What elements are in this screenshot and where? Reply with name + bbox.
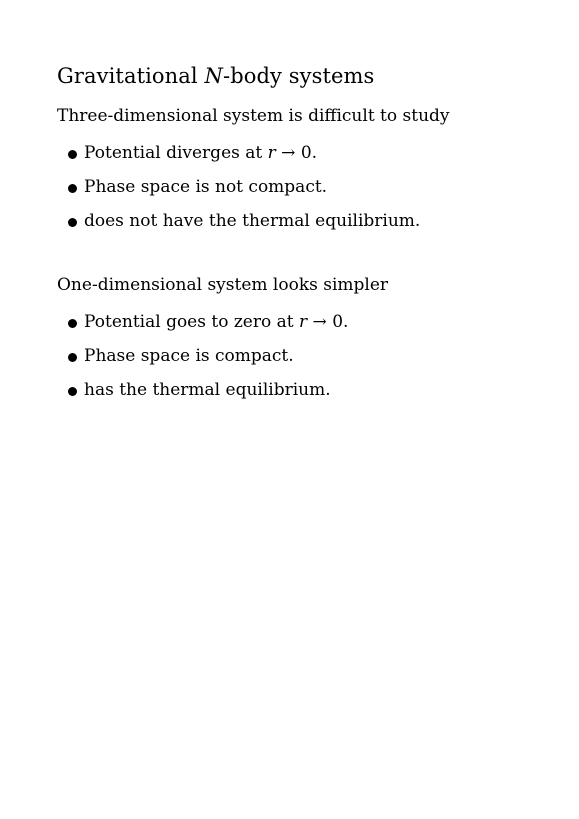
section-heading-one-dimensional: One-dimensional system looks simpler: [57, 275, 389, 295]
bullet-text: does not have the thermal equilibrium.: [84, 211, 421, 231]
one-dimensional-bullet-list: [68, 312, 348, 414]
list-item: [68, 143, 420, 177]
list-item: [68, 346, 348, 380]
bullet-dot-icon: [68, 150, 77, 159]
bullet-text: Phase space is not compact.: [84, 177, 328, 197]
bullet-dot-icon: [68, 319, 77, 328]
bullet-text: has the thermal equilibrium.: [84, 380, 331, 400]
title-prefix: Gravitational: [57, 64, 205, 88]
bullet-text: Phase space is compact.: [84, 346, 294, 366]
title-suffix: -body systems: [223, 64, 375, 88]
bullet-text: Potential goes to zero at r → 0.: [84, 312, 349, 332]
bullet-dot-icon: [68, 387, 77, 396]
list-item: [68, 312, 348, 346]
bullet-dot-icon: [68, 353, 77, 362]
three-dimensional-bullet-list: [68, 143, 420, 245]
bullet-dot-icon: [68, 218, 77, 227]
list-item: [68, 177, 420, 211]
title-math-n: N: [204, 64, 223, 88]
list-item: [68, 211, 420, 245]
bullet-dot-icon: [68, 184, 77, 193]
bullet-text: Potential diverges at r → 0.: [84, 143, 318, 163]
section-heading-three-dimensional: Three-dimensional system is difficult to study: [57, 106, 450, 126]
page-title: [57, 64, 374, 88]
list-item: [68, 380, 348, 414]
